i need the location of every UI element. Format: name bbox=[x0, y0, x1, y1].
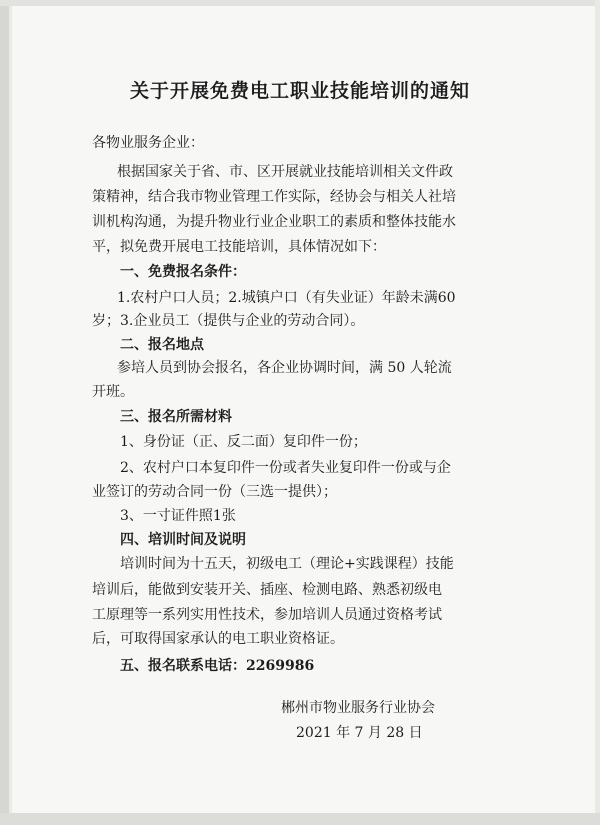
section-heading: 二、报名地点 bbox=[120, 337, 204, 353]
section-line: 开班。 bbox=[92, 384, 134, 400]
section-line: 3、一寸证件照1张 bbox=[120, 508, 236, 524]
intro-line: 策精神，结合我市物业管理工作实际，经协会与相关人社培 bbox=[92, 189, 456, 205]
scan-edge bbox=[0, 813, 600, 825]
section-line: 1.农村户口人员；2.城镇户口（有失业证）年龄未满60 bbox=[117, 290, 456, 306]
section-line: 培训时间为十五天，初级电工（理论+实践课程）技能 bbox=[120, 556, 454, 572]
intro-line: 平，拟免费开展电工技能培训，具体情况如下： bbox=[92, 239, 386, 255]
intro-line: 训机构沟通，为提升物业行业企业职工的素质和整体技能水 bbox=[92, 214, 456, 230]
section-line: 工原理等一系列实用性技术，参加培训人员通过资格考试 bbox=[92, 607, 442, 623]
section-heading: 三、报名所需材料 bbox=[120, 409, 232, 425]
section-heading: 一、免费报名条件： bbox=[120, 264, 246, 280]
section-line: 岁；3.企业员工（提供与企业的劳动合同）。 bbox=[92, 313, 365, 329]
section-line: 2、农村户口本复印件一份或者失业复印件一份或与企 bbox=[120, 460, 451, 476]
section-line: 业签订的劳动合同一份（三选一提供）； bbox=[92, 484, 337, 500]
section-heading: 四、培训时间及说明 bbox=[120, 532, 246, 548]
scan-edge bbox=[0, 0, 9, 825]
scan-edge bbox=[9, 0, 12, 825]
scan-edge bbox=[0, 0, 600, 6]
intro-line: 根据国家关于省、市、区开展就业技能培训相关文件政 bbox=[117, 164, 453, 180]
section-line: 培训后，能做到安装开关、插座、检测电路、熟悉初级电 bbox=[92, 582, 442, 598]
section-line: 后，可取得国家承认的电工职业资格证。 bbox=[92, 631, 344, 647]
signature-organization: 郴州市物业服务行业协会 bbox=[281, 700, 435, 716]
contact-phone: 五、报名联系电话：2269986 bbox=[120, 658, 315, 674]
salutation: 各物业服务企业： bbox=[92, 135, 204, 151]
section-line: 1、身份证（正、反二面）复印件一份； bbox=[120, 434, 367, 450]
document-title: 关于开展免费电工职业技能培训的通知 bbox=[129, 80, 470, 102]
section-line: 参培人员到协会报名，各企业协调时间，满 50 人轮流 bbox=[117, 360, 452, 376]
signature-date: 2021 年 7 月 28 日 bbox=[296, 725, 423, 741]
